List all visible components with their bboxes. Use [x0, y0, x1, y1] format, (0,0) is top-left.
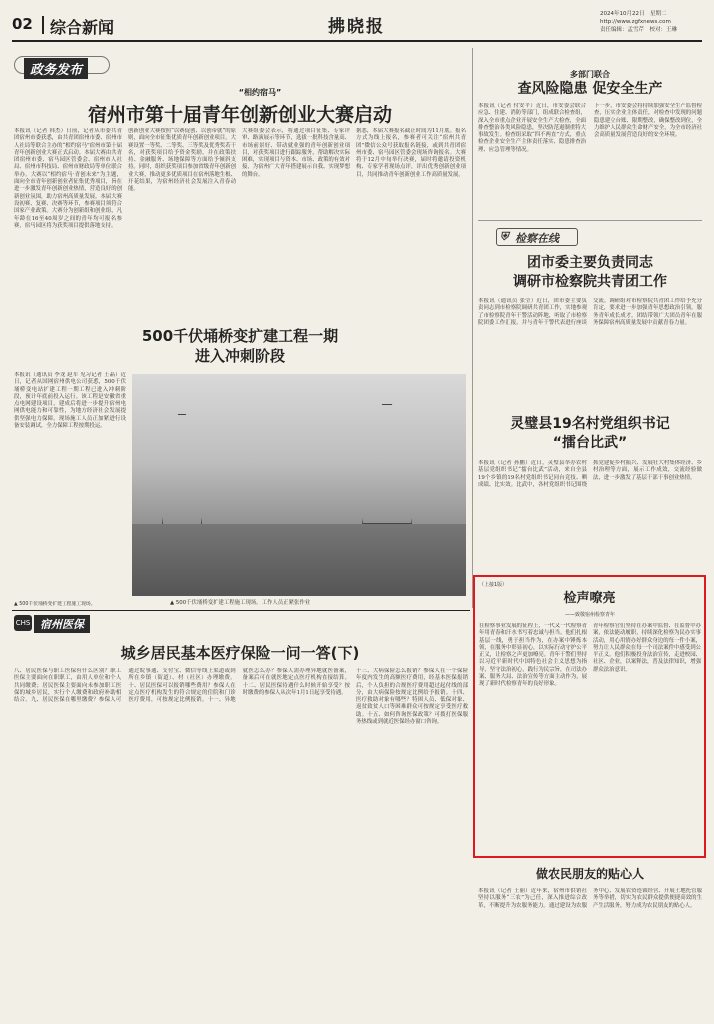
- story6-subhead: ——致敬宿州检察青年: [564, 612, 615, 618]
- shield-icon: ⛨: [500, 230, 509, 243]
- story6-text: 在检察事业发展的征程上，一代又一代检察青年用青春和汗水书写着忠诚与担当。他们扎根基层一线，勇于担当作为，在办案中锤炼本领，在服务中彰显初心，以实际行动守护公平正义，让检察之声更加嘹亮。青年干警们坚持以习近平新时代中国特色社会主义思想为指导，坚守法治初心，践行为民宗旨，在司法办案、服务大局、法治宣传等方面主动作为，展现了新时代检察青年的良好形象。: [479, 623, 587, 688]
- header-date: 2024年10月22日 星期二: [600, 11, 667, 17]
- highlight-box: [473, 575, 706, 858]
- photo-ground: [132, 524, 466, 596]
- header-divider-vertical: [42, 16, 44, 34]
- story7-text: 本报讯（记者 王丽）近年来，宿州市供销社坚持以服务“三农”为己任，深入推进综合改革，不断提升为农服务能力。通过建设为农服务中心、发展农资连锁经营、开展土地托管服务等举措，切实为农民群众提供便捷高效的生产生活服务，努力成为农民朋友的贴心人。: [478, 888, 702, 909]
- politics-badge-label: 政务发布: [24, 58, 88, 79]
- story2-kicker: 多部门联合: [570, 70, 610, 79]
- story1-headline: 宿州市第十届青年创新创业大赛启动: [87, 104, 392, 126]
- checker-badge: [496, 228, 578, 246]
- page-number: 02: [12, 15, 33, 33]
- story7-headline: 做农民朋友的贴心人: [535, 867, 644, 881]
- story6-headline: 检声嘹亮: [563, 591, 616, 606]
- story1-col3: 大赛组委会表示，将通过项目征集、专家评审、路演展示等环节，选拔一批科技含量高、市场前景好、带动就业强的青年创新创业项目，对获奖项目进行跟踪服务，帮助解决实际困难，实现项目与资本、市场、政策的有效对接，为宿州广大青年搭建展示自我、实现梦想的舞台。: [242, 128, 350, 178]
- story4-text: 八、居民医保与职工医保有什么区别？职工医保主要面向在职职工，由用人单位和个人共同缴费；居民医保主要面向未参加职工医保的城乡居民，实行个人缴费和政府补助相结合。九、居民医保在哪里缴费？参保人可通过皖事通、支付宝、微信等线上渠道或到所在乡镇（街道）、村（社区）办理缴费。十、居民医保可以报销哪些费用？参保人在定点医疗机构发生的符合规定的住院和门诊医疗费用，可按规定比例报销。十一、异地就医怎么办？参保人需办理异地就医备案，备案后可在就医地定点医疗机构直接结算。十二、居民医保待遇什么时候开始享受？按时缴费的参保人从次年1月1日起享受待遇。: [14, 668, 350, 704]
- medical-badge: [14, 612, 124, 634]
- story2-col2: 下一步，市安委会将持续加强安全生产监督检查，压实企业主体责任，对检查中发现的问题隐患建立台账、限期整改，确保整改到位，全力维护人民群众生命财产安全，为全市经济社会高质量发展营造良好的安全环境。: [594, 103, 702, 139]
- story4-headline: 城乡居民基本医疗保险一问一答(下): [120, 644, 360, 662]
- checker-badge-label: 检察在线: [515, 232, 559, 245]
- story1-col2: 创新创业大赛按照“以赛促创、以创带就”的原则，面向全市征集优质青年创新创业项目。大赛设置一等奖、二等奖、三等奖及优秀奖若干名，对获奖项目给予资金奖励，并在政策扶持、金融服务、场地保障等方面给予倾斜支持。同时，组织获奖项目参加省级青年创新创业大赛，推动更多优质项目在宿州落地生根、开花结果，为宿州经济社会发展注入青春动能。: [128, 128, 236, 193]
- photo-tower: [362, 404, 412, 524]
- masthead-logo: 拂晓报: [328, 17, 385, 37]
- story3-headline: 500千伏埇桥变扩建工程一期 进入冲刺阶段: [141, 327, 339, 365]
- section-rule: [12, 610, 470, 611]
- story1-kicker: “相约宿马”: [238, 88, 282, 97]
- story3-text: 本报讯（通讯员 李龙 赵军 见习记者 王晶）近日，记者从国网宿州供电公司获悉，500千伏埇桥变电站扩建工程一期工程已进入冲刺阶段，预计年底前投入运行。该工程是安徽省重点电网建设项目，建成后将进一步提升宿州电网供电能力和可靠性，为地方经济社会发展提供坚强电力保障。现场施工人员正加紧进行设备安装调试，全力保障工程按期投运。: [14, 372, 126, 430]
- header-website: http://www.zgfxnews.com: [600, 19, 671, 25]
- medical-badge-icon: CHS: [14, 615, 32, 631]
- checker-text: 本报讯（通讯员 张莹）近日，团市委主要负责同志到市检察院调研共青团工作，实地参观了市检察院青年干警活动阵地，听取了市检察院团委工作汇报，并与青年干警代表进行座谈交流。调研组对市检察院共青团工作给予充分肯定，要求进一步加强青年思想政治引领，服务青年成长成才，团结带领广大团员青年在服务保障宿州高质量发展中贡献青春力量。: [478, 298, 702, 326]
- photo-tower: [162, 414, 202, 524]
- story3-caption2: ▲ 500千伏埇桥变扩建工程施工现场。: [14, 602, 96, 607]
- column-divider: [472, 48, 473, 608]
- story2-col1: 本报讯（记者 付安平）近日，市安委会联合应急、住建、消防等部门，组成联合检查组，深入全市重点企业开展安全生产大检查，全面排查整治各类风险隐患，坚决防范遏制重特大事故发生。检查组采取“四不两直”方式，重点检查企业安全生产主体责任落实、隐患排查治理、应急管理等情况。: [478, 103, 586, 153]
- story1-col4: 据悉，本届大赛报名截止时间为11月底。报名方式为线上报名，参赛者可关注“宿州共青团”微信公众号获取报名链接，或到共青团宿州市委、宿马园区管委会现场咨询报名。大赛将于12月中旬举行决赛，届时将邀请投资机构、专家学者现场点评，评出优秀创新创业项目，共同推动青年创新创业工作高质量发展。: [356, 128, 466, 178]
- checker-headline: 团市委主要负责同志 调研市检察院共青团工作: [513, 255, 667, 290]
- page-header: [8, 4, 706, 44]
- story4-col2: 十三、大病保险怎么报销？参保人在一个保险年度内发生的高额医疗费用，经基本医保报销后，个人负担的合规医疗费用超过起付线的部分，由大病保险按规定比例给予报销。十四、医疗救助对象有哪些？特困人员、低保对象、返贫致贫人口等困难群众可按规定享受医疗救助。十五、如何咨询医保政策？可拨打医保服务热线或到就近医保经办窗口咨询。: [356, 668, 468, 726]
- story5-headline: 灵璧县19名村党组织书记 “擂台比武”: [510, 416, 670, 451]
- story-divider: [478, 220, 702, 221]
- construction-photo: [132, 374, 466, 596]
- story2-headline: 查风险隐患 促安全生产: [517, 81, 663, 97]
- story6-kicker: （上接1版）: [479, 582, 508, 588]
- header-editor: 责任编辑：孟雪芹 校对：王琳: [600, 27, 678, 33]
- story1-col1: 本报讯（记者 韩杰）日前，记者从市委共青团宿州市委获悉，由共青团宿州市委、宿州市人社局等联合主办的“相约宿马”宿州市第十届青年创新创业大赛正式启动。本届大赛由共青团宿州市委、宿马园区管委会、宿州市人社局、宿州市科技局、宿州市财政局等单位联合举办。大赛以“相约宿马·青创未来”为主题，面向全市青年创新创业者征集优秀项目，旨在进一步激发青年创新创业热情，营造良好的创新创业氛围，助力宿州高质量发展。本届大赛设初赛、复赛、决赛等环节，参赛项目须符合国家产业政策。大赛分为创新组和创业组，凡年龄在16至40周岁之间的青年均可报名参赛，宿马园区将为获奖项目提供落地支持。: [14, 128, 122, 229]
- story6-col2: 青年检察官们坚持在办案中监督、在监督中办案，依法能动履职，持续深化检察为民办实事活动，用心用情办好群众身边的每一件小案，努力让人民群众在每一个司法案件中感受到公平正义。他们积极投身法治宣传，走进校园、社区、企业，以案释法，普及法律知识，增强群众法治意识。: [593, 623, 701, 673]
- story3-caption: ▲ 500千伏埇桥变扩建工程施工现场。工作人员正紧张作业: [170, 600, 311, 606]
- story5-text: 本报讯（记者 孙鹏）近日，灵璧县举办农村基层党组织书记“擂台比武”活动，来自全县19个乡镇的19名村党组织书记同台竞技、晒成绩、比实效。比武中，各村党组织书记围绕抓党建促乡村振兴、发展壮大村集体经济、乡村治理等方面，展示工作成效，交流经验做法，进一步激发了基层干部干事创业热情。: [478, 460, 702, 488]
- medical-badge-label: 宿州医保: [34, 615, 90, 633]
- section-title: 综合新闻: [50, 18, 115, 37]
- header-rule: [12, 40, 702, 42]
- politics-badge: [14, 52, 114, 78]
